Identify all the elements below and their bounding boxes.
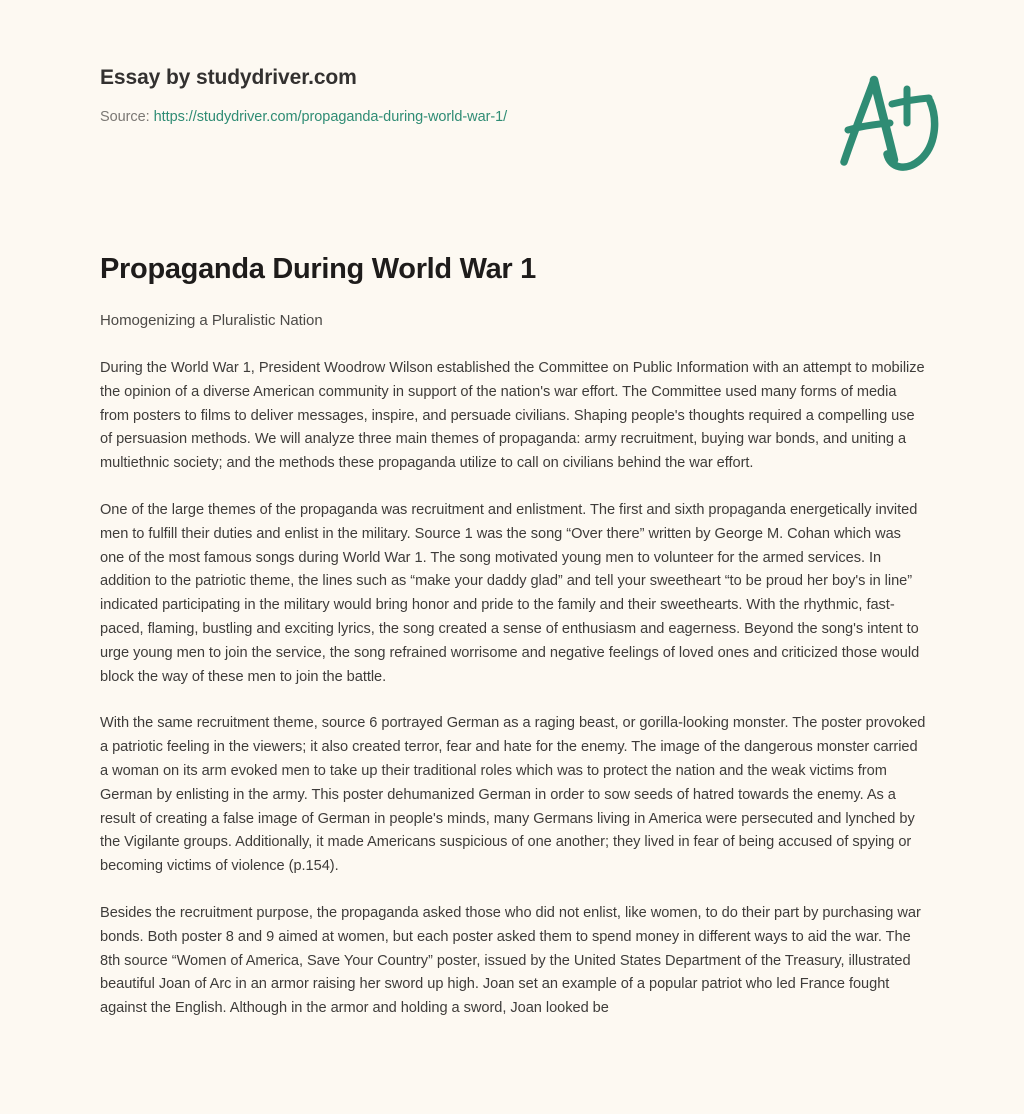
brand-title: Essay by studydriver.com (100, 66, 357, 89)
essay-body (100, 357, 926, 1021)
paragraph: One of the large themes of the propaganda was recruitment and enlistment. The first and sixth propaganda energetically invited men to fulfill their duties and enlist in the military. Source 1 was the song “Over there” written by George M. Cohan which was one of the most famous songs during World War 1. The song motivated young men to volunteer for the armed services. In addition to the patriotic theme, the lines such as “make your daddy glad” and tell your sweetheart “to be proud her boy's in line” indicated participating in the military would bring honor and pride to the family and their sweethearts. With the rhythmic, fast-paced, flaming, bustling and exciting lyrics, the song created a sense of enthusiasm and eagerness. Beyond the song's intent to urge young men to join the service, the song refrained worrisome and negative feelings of loved ones and criticized those would block the way of these men to join the battle. (100, 501, 920, 685)
paragraph: Besides the recruitment purpose, the propaganda asked those who did not enlist, like women, to do their part by purchasing war bonds. Both poster 8 and 9 aimed at women, but each poster asked them to spend money in different ways to aid the war. The 8th source “Women of America, Save Your Country” poster, issued by the United States Department of the Treasury, illustrated beautiful Joan of Arc in an armor raising her sword up high. Joan set an example of a popular patriot who led France fought against the English. Although in the armor and holding a sword, Joan looked be (100, 904, 921, 1017)
page-subtitle: Homogenizing a Pluralistic Nation (100, 312, 323, 329)
source-label: Source: (100, 109, 150, 125)
a-plus-logo (828, 68, 946, 180)
page-title: Propaganda During World War 1 (100, 253, 537, 285)
paragraph: During the World War 1, President Woodrow Wilson established the Committee on Public Information with an attempt to mobilize the opinion of a diverse American community in support of the nation's war effort. The Committee used many forms of media from posters to films to deliver messages, inspire, and persuade civilians. Shaping people's thoughts required a compelling use of persuasion methods. We will analyze three main themes of propaganda: army recruitment, buying war bonds, and uniting a multiethnic society; and the methods these propaganda utilize to call on civilians behind the war effort. (100, 360, 925, 472)
title-block (100, 250, 934, 332)
paragraph: With the same recruitment theme, source 6 portrayed German as a raging beast, or gorilla-looking monster. The poster provoked a patriotic feeling in the viewers; it also created terror, fear and hate for the enemy. The image of the dangerous monster carried a woman on its arm evoked men to take up their traditional roles which was to protect the nation and the weak victims from German by enlisting in the army. This poster dehumanized German in order to sow seeds of hatred towards the enemy. As a result of creating a false image of German in people's minds, many Germans living in America were persecuted and lynched by the Vigilante groups. Additionally, it made Americans suspicious of one another; they lived in fear of being accused of spying or becoming victims of violence (p.154). (100, 715, 926, 875)
source-url-link[interactable]: https://studydriver.com/propaganda-during-world-war-1/ (153, 109, 508, 125)
